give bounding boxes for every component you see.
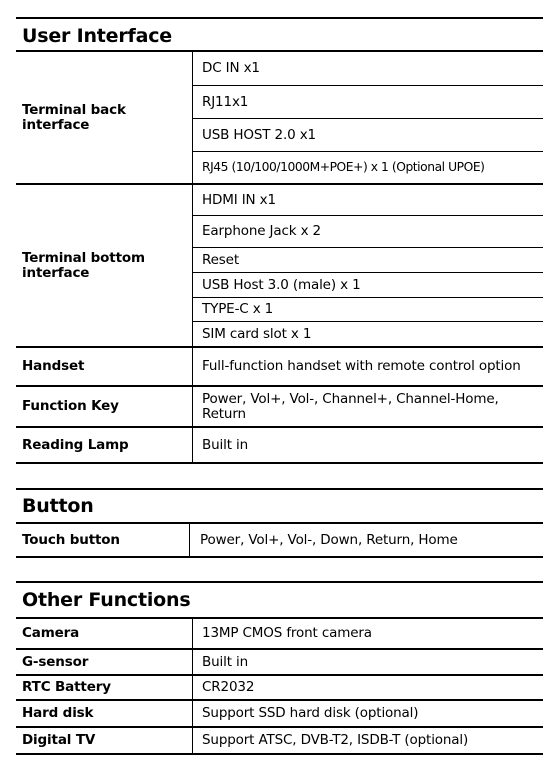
- label-camera: Camera: [22, 625, 80, 641]
- label-g-sensor: G-sensor: [22, 653, 89, 670]
- label-terminal-bottom-interface: Terminal bottom interface: [22, 249, 145, 281]
- section-title-other-functions: Other Functions: [22, 589, 191, 611]
- value-usb-host-3: USB Host 3.0 (male) x 1: [202, 276, 361, 293]
- label-terminal-back-interface: Terminal back interface: [22, 101, 126, 133]
- label-reading-lamp: Reading Lamp: [22, 436, 129, 453]
- label-touch-button: Touch button: [22, 531, 120, 548]
- divider: [16, 462, 543, 464]
- divider: [16, 17, 543, 19]
- value-rj11: RJ11x1: [202, 93, 249, 110]
- value-rj45: RJ45 (10/100/1000M+POE+) x 1 (Optional UPOE): [202, 160, 485, 174]
- value-handset: Full-function handset with remote control option: [202, 358, 521, 374]
- value-reading-lamp: Built in: [202, 436, 249, 453]
- value-rtc-battery: CR2032: [202, 679, 255, 695]
- value-function-key: Power, Vol+, Vol-, Channel+, Channel-Home, Return: [202, 390, 499, 422]
- section-title-button: Button: [22, 495, 94, 517]
- value-hdmi-in: HDMI IN x1: [202, 191, 276, 208]
- divider: [16, 753, 543, 755]
- value-sim-card-slot: SIM card slot x 1: [202, 325, 312, 342]
- divider: [16, 581, 543, 583]
- value-g-sensor: Built in: [202, 653, 249, 670]
- value-hard-disk: Support SSD hard disk (optional): [202, 705, 419, 721]
- value-reset: Reset: [202, 251, 239, 268]
- label-function-key: Function Key: [22, 398, 119, 414]
- column-divider: [192, 619, 193, 753]
- value-type-c: TYPE-C x 1: [202, 301, 274, 317]
- label-digital-tv: Digital TV: [22, 732, 96, 748]
- value-earphone-jack: Earphone Jack x 2: [202, 223, 321, 239]
- value-dc-in: DC IN x1: [202, 60, 260, 76]
- label-handset: Handset: [22, 358, 85, 374]
- section-title-user-interface: User Interface: [22, 25, 172, 47]
- value-camera: 13MP CMOS front camera: [202, 625, 372, 641]
- value-digital-tv: Support ATSC, DVB-T2, ISDB-T (optional): [202, 732, 469, 748]
- divider: [16, 488, 543, 490]
- divider: [16, 556, 543, 558]
- value-usb-host-2: USB HOST 2.0 x1: [202, 126, 316, 143]
- column-divider: [192, 52, 193, 462]
- label-rtc-battery: RTC Battery: [22, 679, 111, 695]
- label-hard-disk: Hard disk: [22, 705, 94, 721]
- column-divider: [189, 524, 190, 556]
- value-touch-button: Power, Vol+, Vol-, Down, Return, Home: [200, 531, 458, 548]
